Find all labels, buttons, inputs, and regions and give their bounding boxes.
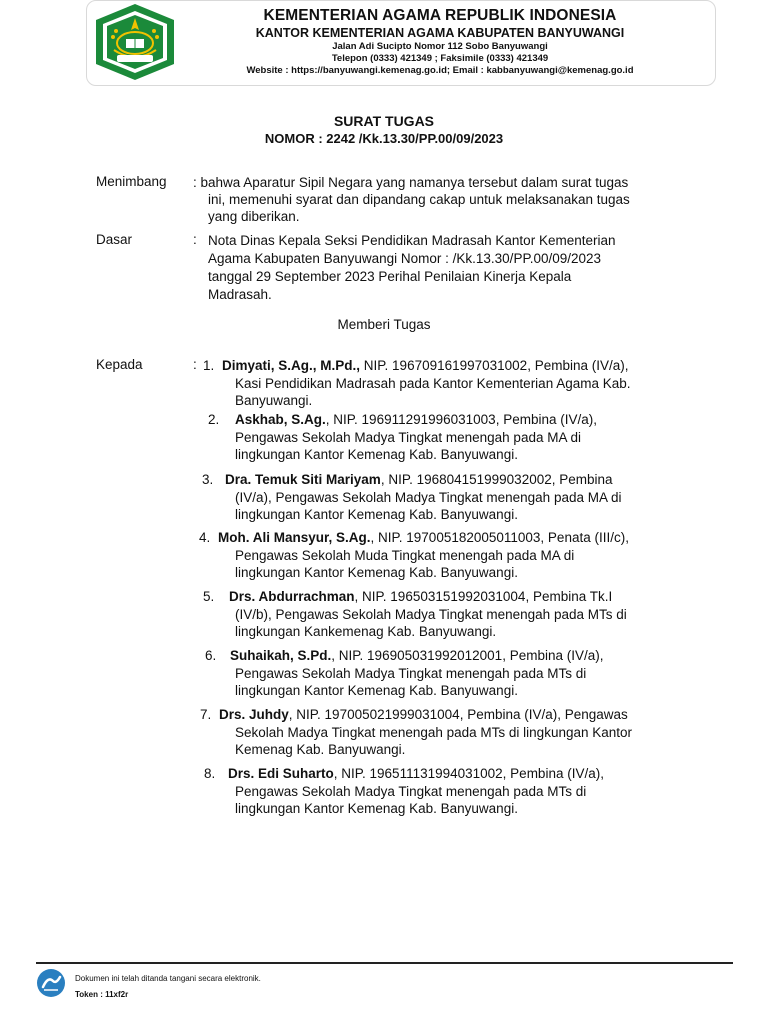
e-signature-note: Dokumen ini telah ditanda tangani secara elektronik. — [75, 974, 261, 983]
item-number: 5. — [203, 589, 215, 604]
item-line: (IV/b), Pengawas Sekolah Madya Tingkat menengah pada MTs di — [235, 606, 627, 622]
person-name: Drs. Edi Suharto — [228, 766, 334, 781]
dasar-line: Agama Kabupaten Banyuwangi Nomor : /Kk.13.30/PP.00/09/2023 — [208, 251, 602, 266]
item-line: lingkungan Kankemenag Kab. Banyuwangi. — [235, 624, 497, 639]
person-name: Askhab, S.Ag. — [235, 412, 326, 427]
office-website-email: Website : https://banyuwangi.kemenag.go.id; Email : kabbanyuwangi@kemenag.go.id — [246, 65, 634, 76]
item-line: lingkungan Kantor Kemenag Kab. Banyuwangi. — [235, 683, 518, 698]
person-detail: NIP. 196709161997031002, Pembina (IV/a), — [360, 358, 629, 373]
item-number: 2. — [208, 412, 220, 427]
menimbang-text — [193, 174, 687, 225]
person-detail: , NIP. 196911291996031003, Pembina (IV/a), — [325, 412, 597, 427]
ministry-name: KEMENTERIAN AGAMA REPUBLIK INDONESIA — [263, 7, 617, 24]
person-detail: , NIP. 196804151999032002, Pembina — [380, 472, 613, 487]
item-line: Pengawas Sekolah Madya Tingkat menengah pada MTs di — [235, 665, 587, 681]
office-name: KANTOR KEMENTERIAN AGAMA KABUPATEN BANYUWANGI — [255, 26, 625, 40]
document-title: SURAT TUGAS — [333, 113, 435, 129]
signature-token: Token : 11xf2r — [75, 990, 129, 999]
footer-divider — [36, 962, 733, 964]
dasar-text — [208, 232, 687, 304]
item-number: 8. — [204, 766, 216, 781]
item-line: Kasi Pendidikan Madrasah pada Kantor Kementerian Agama Kab. — [235, 375, 631, 391]
memberi-tugas-heading: Memberi Tugas — [337, 317, 431, 332]
dasar-line: Nota Dinas Kepala Seksi Pendidikan Madrasah Kantor Kementerian — [208, 233, 616, 248]
person-name: Drs. Juhdy — [219, 707, 289, 722]
item-line: Sekolah Madya Tingkat menengah pada MTs di lingkungan Kantor — [235, 724, 633, 740]
dasar-line: tanggal 29 September 2023 Perihal Penilaian Kinerja Kepala — [208, 269, 572, 284]
person-name: Suhaikah, S.Pd. — [230, 648, 332, 663]
menimbang-line: : bahwa Aparatur Sipil Negara yang namanya tersebut dalam surat tugas — [193, 175, 629, 190]
menimbang-label: Menimbang — [96, 174, 167, 189]
menimbang-line: yang diberikan. — [208, 209, 300, 224]
person-detail: , NIP. 196503151992031004, Pembina Tk.I — [354, 589, 613, 604]
office-phone: Telepon (0333) 421349 ; Faksimile (0333) 421349 — [331, 53, 549, 64]
item-line: Kemenag Kab. Banyuwangi. — [235, 742, 406, 757]
person-detail: , NIP. 197005182005011003, Penata (III/c), — [370, 530, 629, 545]
dasar-label: Dasar — [96, 232, 133, 247]
dasar-line: Madrasah. — [208, 287, 272, 302]
person-detail: , NIP. 196511131994031002, Pembina (IV/a), — [333, 766, 604, 781]
person-name: Dimyati, S.Ag., M.Pd., — [222, 358, 361, 373]
item-line: lingkungan Kantor Kemenag Kab. Banyuwangi. — [235, 447, 518, 462]
item-line: (IV/a), Pengawas Sekolah Madya Tingkat menengah pada MA di — [235, 489, 622, 505]
person-name: Dra. Temuk Siti Mariyam — [225, 472, 381, 487]
item-line: Banyuwangi. — [235, 393, 313, 408]
kepada-colon: : — [193, 357, 197, 372]
item-line: Pengawas Sekolah Muda Tingkat menengah pada MA di — [235, 547, 575, 563]
person-name: Moh. Ali Mansyur, S.Ag. — [218, 530, 371, 545]
person-name: Drs. Abdurrachman — [229, 589, 355, 604]
e-signature-icon — [36, 968, 66, 998]
item-line: lingkungan Kantor Kemenag Kab. Banyuwangi. — [235, 801, 518, 816]
item-number: 3. — [202, 472, 214, 487]
document-number: NOMOR : 2242 /Kk.13.30/PP.00/09/2023 — [264, 131, 504, 146]
item-number: 6. — [205, 648, 217, 663]
item-number: 7. — [200, 707, 212, 722]
item-line: Pengawas Sekolah Madya Tingkat menengah pada MA di — [235, 429, 581, 445]
item-line: Pengawas Sekolah Madya Tingkat menengah pada MTs di — [235, 783, 587, 799]
item-line: lingkungan Kantor Kemenag Kab. Banyuwangi. — [235, 507, 518, 522]
item-line: lingkungan Kantor Kemenag Kab. Banyuwangi. — [235, 565, 518, 580]
menimbang-line: ini, memenuhi syarat dan dipandang cakap untuk melaksanakan tugas — [208, 192, 630, 207]
kemenag-logo — [92, 2, 178, 82]
person-detail: , NIP. 197005021999031004, Pembina (IV/a), Pengawas — [288, 707, 628, 722]
person-detail: , NIP. 196905031992012001, Pembina (IV/a), — [331, 648, 604, 663]
office-address: Jalan Adi Sucipto Nomor 112 Sobo Banyuwangi — [332, 41, 548, 52]
letterhead-text — [190, 6, 690, 77]
dasar-colon: : — [193, 232, 197, 247]
kepada-label: Kepada — [96, 357, 143, 372]
item-number: 4. — [199, 530, 211, 545]
item-number: 1. — [203, 358, 215, 373]
